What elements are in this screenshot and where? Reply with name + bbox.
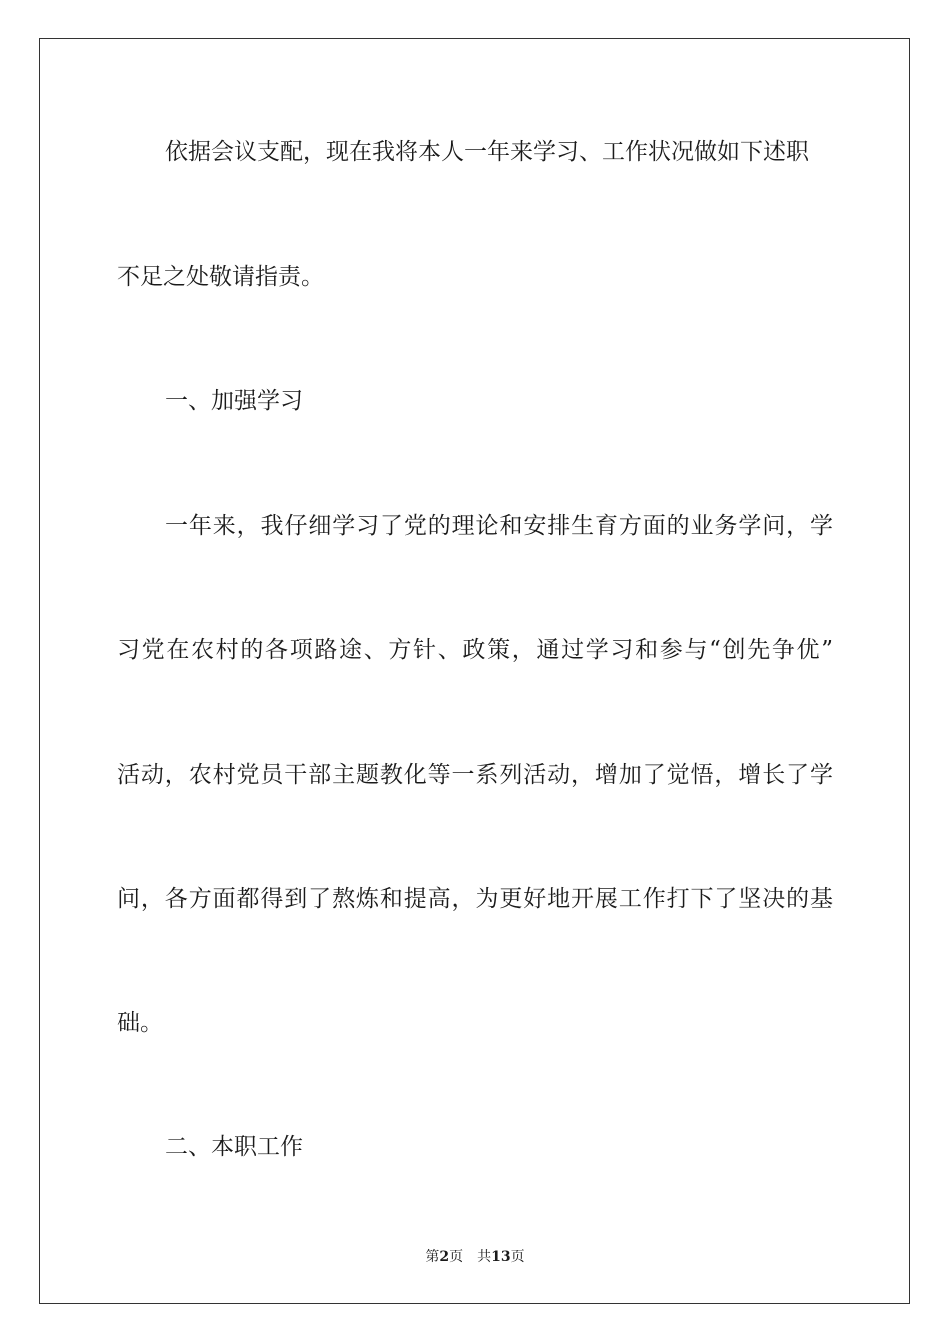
total-label-suffix: 页 xyxy=(510,1249,525,1265)
paragraph-line: 一年来，我仔细学习了党的理论和安排生育方面的业务学问，学 xyxy=(165,513,833,539)
page-label-prefix: 第 xyxy=(425,1249,440,1265)
paragraph-line: 依据会议支配，现在我将本人一年来学习、工作状况做如下述职 xyxy=(165,139,809,165)
page-border xyxy=(39,38,910,1304)
paragraph-line: 活动，农村党员干部主题教化等一系列活动，增加了觉悟，增长了学 xyxy=(117,762,833,788)
paragraph-line: 习党在农村的各项路途、方针、政策，通过学习和参与“创先争优” xyxy=(117,637,833,663)
section-heading: 二、本职工作 xyxy=(165,1134,303,1160)
page-number: 2 xyxy=(439,1249,450,1265)
section-heading: 一、加强学习 xyxy=(165,388,303,414)
paragraph-line: 不足之处敬请指责。 xyxy=(117,264,324,290)
paragraph-line: 础。 xyxy=(117,1010,163,1036)
page-label-suffix: 页 xyxy=(449,1249,464,1265)
page-footer xyxy=(0,1248,950,1266)
paragraph-line: 问，各方面都得到了熬炼和提高，为更好地开展工作打下了坚决的基 xyxy=(117,886,833,912)
total-label-prefix: 共 xyxy=(477,1249,492,1265)
total-pages: 13 xyxy=(491,1249,511,1265)
